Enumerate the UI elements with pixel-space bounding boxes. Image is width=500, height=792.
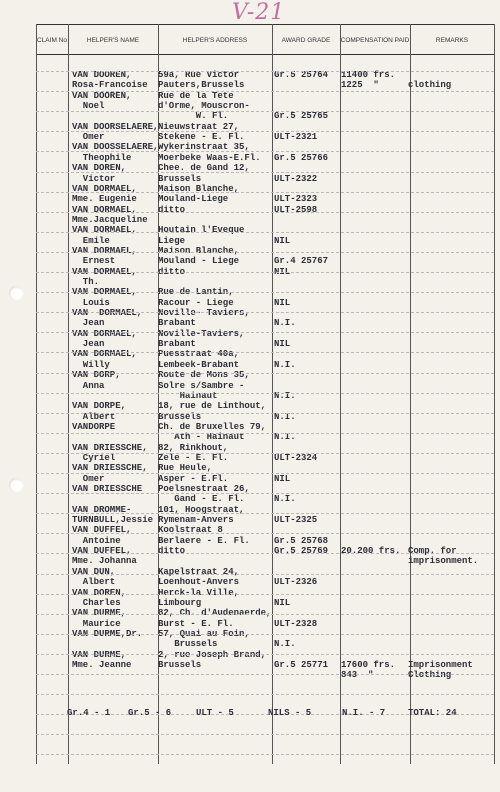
entry-name: Mme.Jacqueline bbox=[72, 214, 148, 225]
ruled-line bbox=[36, 172, 494, 173]
entry-address: Limbourg bbox=[158, 597, 202, 608]
entry-name: Omer bbox=[72, 132, 105, 143]
ruled-line bbox=[36, 71, 494, 72]
ruled-line bbox=[36, 292, 494, 293]
punch-hole-bottom bbox=[9, 478, 23, 492]
ruled-line bbox=[36, 433, 494, 434]
entry-address: Rue de Lantin, bbox=[158, 287, 234, 298]
entry-address: Brussels bbox=[158, 173, 202, 184]
entry-compensation: 1225 " bbox=[341, 80, 379, 91]
entry-award-grade: NIL bbox=[274, 235, 291, 246]
entry-address: Ath - Hainaut bbox=[158, 432, 245, 443]
ruled-line bbox=[36, 332, 494, 333]
ruled-line bbox=[36, 373, 494, 374]
entry-award-grade: NIL bbox=[274, 473, 291, 484]
entry-name: VAN DORMAEL, bbox=[72, 349, 137, 360]
entry-name: Victor bbox=[72, 173, 116, 184]
entry-address: 59a, Rue Victor bbox=[158, 70, 240, 80]
entry-address: Ch. de Bruxelles 79, bbox=[158, 421, 267, 432]
ruled-line bbox=[36, 151, 494, 152]
entry-name: VAN DUN, bbox=[72, 566, 116, 577]
header-award-grade: AWARD GRADE bbox=[281, 36, 331, 44]
entry-address: Brussels bbox=[158, 411, 202, 422]
entry-compensation: 17600 frs. bbox=[341, 659, 396, 670]
entry-award-grade: N.I. bbox=[274, 411, 296, 422]
entry-address: Loenhout-Anvers bbox=[158, 577, 240, 588]
header-top-rule bbox=[36, 24, 494, 25]
entry-award-grade: N.I. bbox=[274, 390, 296, 401]
entry-name: Louis bbox=[72, 297, 110, 308]
total-gr5: Gr.5 - 6 bbox=[128, 708, 172, 718]
entry-name: VAN DURME,Dr. bbox=[72, 628, 143, 639]
entry-name: Mme. Eugenie bbox=[72, 194, 137, 205]
ruled-line bbox=[36, 212, 494, 213]
entry-name: Cyriel bbox=[72, 452, 116, 463]
entry-compensation: 843 " bbox=[341, 670, 374, 681]
entry-address: Maison Blanche, bbox=[158, 245, 240, 256]
entry-name: Mme. Johanna bbox=[72, 556, 137, 567]
entry-address: d'Orme, Mouscron- bbox=[158, 101, 250, 112]
entry-address: 82, Ch. d'Audenaerde, bbox=[158, 608, 272, 619]
entry-name: VAN DORMAEL, bbox=[72, 287, 137, 298]
entry-name: VAN DORPE, bbox=[72, 401, 127, 412]
ruled-line bbox=[36, 553, 494, 554]
entry-award-grade: N.I. bbox=[274, 639, 296, 650]
entry-award-grade: NIL bbox=[274, 297, 291, 308]
entry-address: Poelsnestraat 26, bbox=[158, 484, 250, 494]
ruled-line bbox=[36, 272, 494, 273]
entry-remarks: clothing bbox=[408, 80, 452, 91]
ruled-line bbox=[36, 453, 494, 454]
entry-name: VAN DURME, bbox=[72, 608, 127, 619]
ruled-line bbox=[36, 192, 494, 193]
entry-award-grade: N.I. bbox=[274, 432, 296, 443]
entry-name: VAN DOOSSELAERE, bbox=[72, 142, 159, 153]
entry-name: VAN DORMAEL, bbox=[72, 225, 137, 236]
entry-name: VAN DUFFEL, bbox=[72, 525, 132, 536]
punch-hole-top bbox=[9, 286, 23, 300]
entry-award-grade: ULT-2328 bbox=[274, 618, 318, 629]
entry-address: Koolstraat 8 bbox=[158, 525, 223, 536]
entry-name: VAN DRIESSCHE bbox=[72, 484, 143, 494]
entry-remarks: Clothing bbox=[408, 670, 452, 681]
entry-award-grade: Gr.5 25771 bbox=[274, 659, 329, 670]
entry-award-grade: N.I. bbox=[274, 318, 296, 329]
entry-address: 57, Quai au Foin, bbox=[158, 628, 250, 639]
ruled-line bbox=[36, 674, 494, 675]
ruled-line bbox=[36, 654, 494, 655]
entry-address: Liege bbox=[158, 235, 186, 246]
entry-name: Willy bbox=[72, 359, 110, 370]
entry-address: Route de Mons 35, bbox=[158, 370, 250, 381]
total-ult: ULT - 5 bbox=[196, 708, 234, 718]
entry-name: VAN DORMAEL, bbox=[72, 204, 137, 215]
entry-name: VAN DOORSELAERE, bbox=[72, 121, 159, 132]
entry-address: Houtain l'Eveque bbox=[158, 225, 245, 236]
entry-address: Zele - E. Fl. bbox=[158, 452, 229, 463]
entry-address: Mouland-Liege bbox=[158, 194, 229, 205]
entry-name: VAN DURME, bbox=[72, 649, 127, 660]
entry-address: Brussels bbox=[158, 639, 218, 650]
entry-address: 18, rue de Linthout, bbox=[158, 401, 267, 412]
entry-name: VAN DOREN, bbox=[72, 587, 127, 598]
entry-award-grade: Gr.5 25766 bbox=[274, 152, 329, 163]
entry-address: Burst - E. Fl. bbox=[158, 618, 234, 629]
entry-award-grade: NIL bbox=[274, 597, 291, 608]
entry-name: VAN DRIESSCHE, bbox=[72, 463, 148, 474]
entry-name: VAN DORMAEL, bbox=[72, 245, 137, 256]
entry-name: VANDORPE bbox=[72, 421, 116, 432]
entry-award-grade: NIL bbox=[274, 339, 291, 350]
header-helper-address: HELPER'S ADDRESS bbox=[182, 36, 248, 44]
ruled-line bbox=[36, 614, 494, 615]
header-bottom-rule bbox=[36, 54, 494, 55]
entry-award-grade: Gr.5 25764 bbox=[274, 70, 329, 80]
entry-name: TURNBULL,Jessie bbox=[72, 515, 154, 526]
entry-address: Puesstraat 40a, bbox=[158, 349, 240, 360]
entry-address: Maison Blanche, bbox=[158, 183, 240, 194]
entry-address: Racour - Liege bbox=[158, 297, 234, 308]
entry-address: 101, Hoogstraat, bbox=[158, 504, 245, 515]
entry-remarks: Imprisonment bbox=[408, 659, 473, 670]
entry-name: Rosa-Francoise bbox=[72, 80, 148, 91]
entry-address: Noville- Taviers, bbox=[158, 308, 250, 319]
ruled-line bbox=[36, 252, 494, 253]
entry-name: Jean bbox=[72, 339, 105, 350]
entry-award-grade: ULT-2321 bbox=[274, 132, 318, 143]
entry-address: Hainaut bbox=[158, 390, 218, 401]
entry-address: Asper - E.Fl. bbox=[158, 473, 229, 484]
ruled-line bbox=[36, 312, 494, 313]
entry-remarks: Comp. for bbox=[408, 546, 457, 557]
entry-address: Brabant bbox=[158, 339, 196, 350]
entry-award-grade: ULT-2322 bbox=[274, 173, 318, 184]
entry-name: Omer bbox=[72, 473, 105, 484]
entry-address: Pauters,Brussels bbox=[158, 80, 245, 91]
column-border bbox=[494, 24, 495, 764]
entry-name: VAN DORMAEL, bbox=[72, 328, 137, 339]
entry-address: Berlaere - E. Fl. bbox=[158, 535, 250, 546]
entry-award-grade: Gr.5 25768 bbox=[274, 535, 329, 546]
entry-address: Moerbeke Waas-E.Fl. bbox=[158, 152, 261, 163]
entry-address: W. Fl. bbox=[158, 111, 229, 122]
entry-award-grade: N.I. bbox=[274, 359, 296, 370]
entry-name: VAN DUFFEL, bbox=[72, 546, 132, 557]
entry-address: ditto bbox=[158, 546, 186, 557]
entry-name: VAN DOOREN, bbox=[72, 90, 132, 101]
total-nils: NILS - 5 bbox=[268, 708, 312, 718]
entry-name: Mme. Jeanne bbox=[72, 659, 132, 670]
entry-address: Stekene - E. Fl. bbox=[158, 132, 245, 143]
entry-name: VAN DORMAEL, bbox=[72, 308, 143, 319]
entry-award-grade: Gr.5 25769 bbox=[274, 546, 329, 557]
entry-award-grade: NIL bbox=[274, 266, 291, 277]
entry-name: Charles bbox=[72, 597, 121, 608]
entry-name: Anna bbox=[72, 380, 105, 391]
entry-name: VAN DROMME- bbox=[72, 504, 132, 515]
entry-address: Wykerinstraat 35, bbox=[158, 142, 250, 153]
entry-address: Noville-Taviers, bbox=[158, 328, 245, 339]
entry-award-grade: Gr.5 25765 bbox=[274, 111, 329, 122]
entry-remarks: imprisonment. bbox=[408, 556, 479, 567]
entry-address: 2, rue Joseph Brand, bbox=[158, 649, 267, 660]
handwritten-page-number: V-21 bbox=[232, 0, 286, 25]
entry-name: Antoine bbox=[72, 535, 121, 546]
entry-name: VAN DORP, bbox=[72, 370, 121, 381]
entry-name: VAN DORMAEL, bbox=[72, 266, 137, 277]
ruled-line bbox=[36, 393, 494, 394]
entry-address: 82, Rinkhout, bbox=[158, 442, 229, 453]
entry-address: ditto bbox=[158, 204, 186, 215]
ruled-line bbox=[36, 734, 494, 735]
header-compensation-paid: COMPENSATION PAID bbox=[340, 36, 410, 44]
ruled-line bbox=[36, 131, 494, 132]
ruled-line bbox=[36, 594, 494, 595]
ruled-line bbox=[36, 574, 494, 575]
entry-address: Lembeek-Brabant bbox=[158, 359, 240, 370]
entry-address: ditto bbox=[158, 266, 186, 277]
entry-name: VAN DRIESSCHE, bbox=[72, 442, 148, 453]
entry-name: Albert bbox=[72, 577, 116, 588]
entry-name: VAN DOREN, bbox=[72, 163, 127, 174]
ruled-line bbox=[36, 493, 494, 494]
ruled-line bbox=[36, 513, 494, 514]
entry-name: Maurice bbox=[72, 618, 121, 629]
entry-compensation: 20.200 frs. bbox=[341, 546, 401, 557]
ruled-line bbox=[36, 533, 494, 534]
entry-award-grade: ULT-2598 bbox=[274, 204, 318, 215]
ruled-line bbox=[36, 91, 494, 92]
entry-address: Rue Heule, bbox=[158, 463, 213, 474]
entry-award-grade: ULT-2323 bbox=[274, 194, 318, 205]
entry-address: Rue de la Tete bbox=[158, 90, 234, 101]
entry-compensation: 11400 frs. bbox=[341, 70, 396, 80]
ruled-line bbox=[36, 694, 494, 695]
header-helper-name: HELPER'S NAME bbox=[86, 36, 140, 44]
total-ni: N.I. - 7 bbox=[342, 708, 386, 718]
entry-name: Noel bbox=[72, 101, 105, 112]
entry-award-grade: ULT-2324 bbox=[274, 452, 318, 463]
ruled-line bbox=[36, 754, 494, 755]
entry-name: VAN DORMAEL, bbox=[72, 183, 137, 194]
ruled-line bbox=[36, 473, 494, 474]
entry-address: Brabant bbox=[158, 318, 196, 329]
ruled-line bbox=[36, 413, 494, 414]
ruled-line bbox=[36, 634, 494, 635]
entry-name: VAN DOOREN, bbox=[72, 70, 132, 80]
entry-address: Gand - E. Fl. bbox=[158, 494, 245, 505]
entry-award-grade: Gr.4 25767 bbox=[274, 256, 329, 267]
entry-award-grade: N.I. bbox=[274, 494, 296, 505]
entry-address: Solre s/Sambre - bbox=[158, 380, 245, 391]
ruled-line bbox=[36, 111, 494, 112]
ruled-line bbox=[36, 232, 494, 233]
ruled-line bbox=[36, 352, 494, 353]
entry-award-grade: ULT-2326 bbox=[274, 577, 318, 588]
entry-name: Jean bbox=[72, 318, 105, 329]
entry-address: Rymenam-Anvers bbox=[158, 515, 234, 526]
entry-address: Chee. de Gand 12, bbox=[158, 163, 250, 174]
entry-award-grade: ULT-2325 bbox=[274, 515, 318, 526]
entry-address: Brussels bbox=[158, 659, 202, 670]
header-remarks: REMARKS bbox=[435, 36, 469, 44]
entry-name: Th. bbox=[72, 277, 100, 287]
entry-address: Kapelstraat 24, bbox=[158, 566, 240, 577]
total-gr4: Gr.4 - 1 bbox=[67, 708, 111, 718]
entry-name: Ernest bbox=[72, 256, 116, 267]
entry-name: Albert bbox=[72, 411, 116, 422]
entry-address: Herck-la Ville, bbox=[158, 587, 240, 598]
total-count: TOTAL: 24 bbox=[408, 708, 457, 718]
entry-name: Emile bbox=[72, 235, 110, 246]
entry-name: Theophile bbox=[72, 152, 132, 163]
entry-address: Mouland - Liege bbox=[158, 256, 240, 267]
entry-address: Nieuwstraat 27, bbox=[158, 121, 240, 132]
header-claim-no: CLAIM No bbox=[37, 36, 67, 44]
